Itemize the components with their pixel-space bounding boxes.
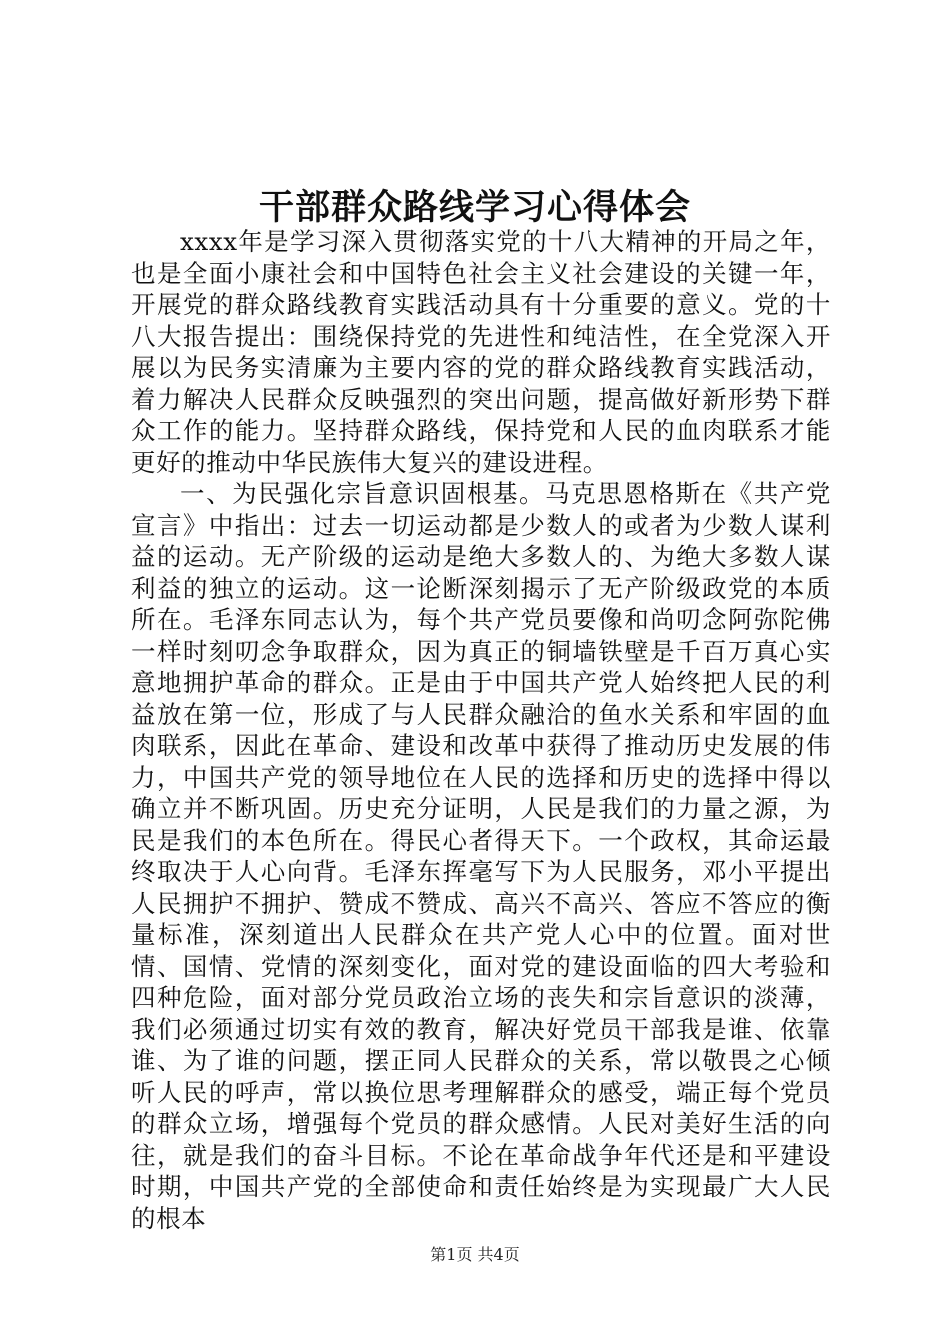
paragraph-section-one: 一、为民强化宗旨意识固根基。马克思恩格斯在《共产党宣言》中指出：过去一切运动都是少数人的或者为少数人谋利益的运动。无产阶级的运动是绝大多数人的、为绝大多数人谋利益的独立的运动。这一论断深刻揭示了无产阶级政党的本质所在。毛泽东同志认为，每个共产党员要像和尚叨念阿弥陀佛一样时刻叨念争取群众，因为真正的铜墙铁壁是千百万真心实意地拥护革命的群众。正是由于中国共产党人始终把人民的利益放在第一位，形成了与人民群众融洽的鱼水关系和牢固的血肉联系，因此在革命、建设和改革中获得了推动历史发展的伟力，中国共产党的领导地位在人民的选择和历史的选择中得以确立并不断巩固。历史充分证明，人民是我们的力量之源，为民是我们的本色所在。得民心者得天下。一个政权，其命运最终取决于人心向背。毛泽东挥毫写下为人民服务，邓小平提出人民拥护不拥护、赞成不赞成、高兴不高兴、答应不答应的衡量标准，深刻道出人民群众在共产党人心中的位置。面对世情、国情、党情的深刻变化，面对党的建设面临的四大考验和四种危险，面对部分党员政治立场的丧失和宗旨意识的淡薄，我们必须通过切实有效的教育，解决好党员干部我是谁、依靠谁、为了谁的问题，摆正同人民群众的关系，常以敬畏之心倾听人民的呼声，常以换位思考理解群众的感受，端正每个党员的群众立场，增强每个党员的群众感情。人民对美好生活的向往，就是我们的奋斗目标。不论在革命战争年代还是和平建设时期，中国共产党的全部使命和责任始终是为实现最广大人民的根本: [131, 479, 831, 1233]
paragraph-intro: xxxx年是学习深入贯彻落实党的十八大精神的开局之年，也是全面小康社会和中国特色社会主义社会建设的关键一年，开展党的群众路线教育实践活动具有十分重要的意义。党的十八大报告提出：围绕保持党的先进性和纯洁性，在全党深入开展以为民务实清廉为主要内容的党的群众路线教育实践活动，着力解决人民群众反映强烈的突出问题，提高做好新形势下群众工作的能力。坚持群众路线，保持党和人民的血肉联系才能更好的推动中华民族伟大复兴的建设进程。: [131, 227, 831, 477]
document-body: [131, 226, 831, 1234]
page-number-footer: 第1页 共4页: [430, 1245, 520, 1264]
document-title: 干部群众路线学习心得体会: [258, 187, 691, 228]
